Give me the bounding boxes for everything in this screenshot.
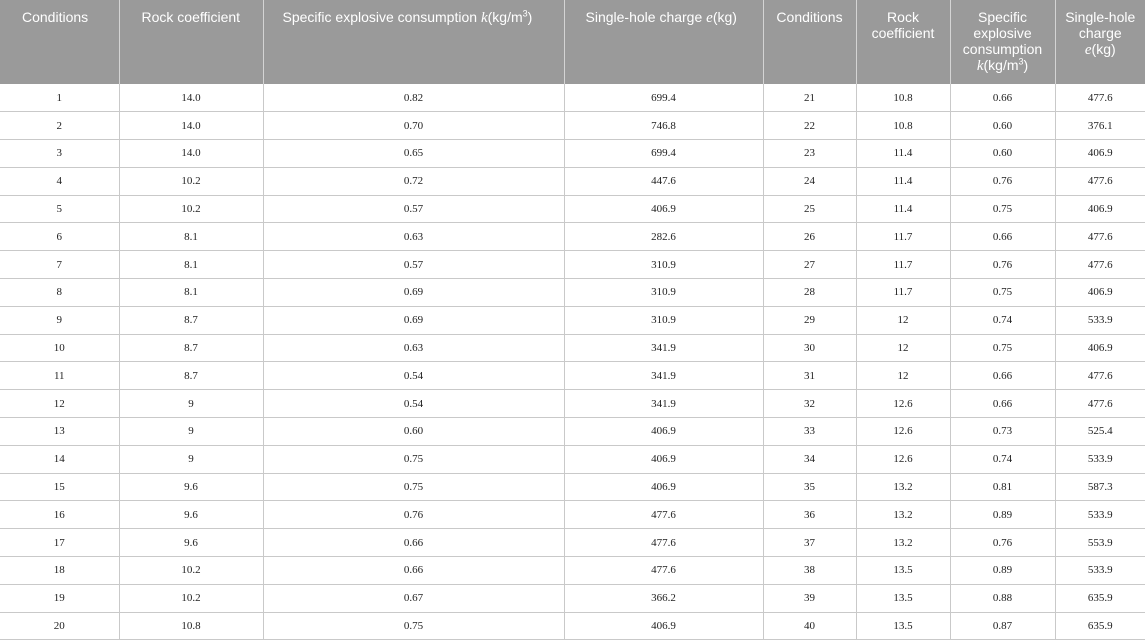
cell-condition-2: 27 bbox=[763, 251, 856, 279]
cell-specific-explosive-consumption-2: 0.88 bbox=[950, 584, 1055, 612]
header-rock-coefficient-2: Rock coefficient bbox=[856, 0, 950, 84]
cell-rock-coefficient: 14.0 bbox=[119, 84, 263, 112]
table-row bbox=[0, 584, 1145, 612]
cell-rock-coefficient-2: 11.7 bbox=[856, 223, 950, 251]
table-row bbox=[0, 334, 1145, 362]
cell-specific-explosive-consumption-2: 0.76 bbox=[950, 251, 1055, 279]
cell-single-hole-charge-2: 477.6 bbox=[1055, 167, 1145, 195]
header-conditions-2: Conditions bbox=[763, 0, 856, 84]
table-row bbox=[0, 195, 1145, 223]
cell-single-hole-charge-2: 406.9 bbox=[1055, 279, 1145, 307]
header-specific-explosive-consumption: Specific explosive consumption $k(kg/m^3)$ bbox=[263, 0, 564, 84]
cell-single-hole-charge-2: 533.9 bbox=[1055, 445, 1145, 473]
table-row bbox=[0, 501, 1145, 529]
cell-single-hole-charge: 406.9 bbox=[564, 418, 763, 446]
table-row bbox=[0, 306, 1145, 334]
cell-specific-explosive-consumption: 0.66 bbox=[263, 557, 564, 585]
cell-specific-explosive-consumption-2: 0.73 bbox=[950, 418, 1055, 446]
cell-specific-explosive-consumption: 0.66 bbox=[263, 529, 564, 557]
cell-specific-explosive-consumption-2: 0.75 bbox=[950, 279, 1055, 307]
cell-single-hole-charge: 282.6 bbox=[564, 223, 763, 251]
cell-rock-coefficient-2: 13.2 bbox=[856, 529, 950, 557]
table-row bbox=[0, 362, 1145, 390]
cell-condition-2: 25 bbox=[763, 195, 856, 223]
cell-single-hole-charge-2: 406.9 bbox=[1055, 334, 1145, 362]
cell-specific-explosive-consumption: 0.63 bbox=[263, 223, 564, 251]
cell-condition-2: 32 bbox=[763, 390, 856, 418]
cell-rock-coefficient-2: 11.4 bbox=[856, 140, 950, 168]
cell-rock-coefficient: 10.8 bbox=[119, 612, 263, 640]
cell-condition-2: 23 bbox=[763, 140, 856, 168]
cell-single-hole-charge: 477.6 bbox=[564, 501, 763, 529]
cell-condition: 1 bbox=[0, 84, 119, 112]
cell-rock-coefficient-2: 11.7 bbox=[856, 279, 950, 307]
cell-specific-explosive-consumption: 0.75 bbox=[263, 473, 564, 501]
cell-single-hole-charge-2: 525.4 bbox=[1055, 418, 1145, 446]
cell-rock-coefficient: 9 bbox=[119, 445, 263, 473]
cell-condition: 18 bbox=[0, 557, 119, 585]
cell-rock-coefficient: 8.7 bbox=[119, 362, 263, 390]
table-row bbox=[0, 390, 1145, 418]
cell-specific-explosive-consumption-2: 0.66 bbox=[950, 362, 1055, 390]
cell-condition-2: 33 bbox=[763, 418, 856, 446]
cell-rock-coefficient-2: 13.2 bbox=[856, 501, 950, 529]
table-row bbox=[0, 612, 1145, 640]
cell-specific-explosive-consumption: 0.70 bbox=[263, 112, 564, 140]
cell-single-hole-charge: 341.9 bbox=[564, 390, 763, 418]
cell-condition: 19 bbox=[0, 584, 119, 612]
cell-rock-coefficient-2: 10.8 bbox=[856, 84, 950, 112]
cell-single-hole-charge-2: 635.9 bbox=[1055, 584, 1145, 612]
cell-single-hole-charge-2: 406.9 bbox=[1055, 140, 1145, 168]
cell-single-hole-charge-2: 477.6 bbox=[1055, 390, 1145, 418]
cell-condition: 17 bbox=[0, 529, 119, 557]
cell-specific-explosive-consumption: 0.67 bbox=[263, 584, 564, 612]
table-row bbox=[0, 473, 1145, 501]
cell-specific-explosive-consumption-2: 0.60 bbox=[950, 112, 1055, 140]
cell-condition: 6 bbox=[0, 223, 119, 251]
cell-single-hole-charge: 341.9 bbox=[564, 334, 763, 362]
cell-single-hole-charge-2: 635.9 bbox=[1055, 612, 1145, 640]
table-row bbox=[0, 557, 1145, 585]
cell-condition-2: 35 bbox=[763, 473, 856, 501]
cell-condition-2: 29 bbox=[763, 306, 856, 334]
cell-rock-coefficient: 9 bbox=[119, 418, 263, 446]
cell-specific-explosive-consumption: 0.75 bbox=[263, 612, 564, 640]
table-row bbox=[0, 84, 1145, 112]
cell-specific-explosive-consumption-2: 0.66 bbox=[950, 84, 1055, 112]
cell-specific-explosive-consumption-2: 0.66 bbox=[950, 390, 1055, 418]
cell-condition-2: 39 bbox=[763, 584, 856, 612]
cell-rock-coefficient: 9.6 bbox=[119, 501, 263, 529]
cell-single-hole-charge: 406.9 bbox=[564, 473, 763, 501]
cell-rock-coefficient-2: 12.6 bbox=[856, 390, 950, 418]
table-body bbox=[0, 84, 1145, 640]
cell-condition-2: 22 bbox=[763, 112, 856, 140]
cell-single-hole-charge-2: 376.1 bbox=[1055, 112, 1145, 140]
cell-single-hole-charge: 477.6 bbox=[564, 529, 763, 557]
cell-condition: 2 bbox=[0, 112, 119, 140]
cell-condition: 16 bbox=[0, 501, 119, 529]
cell-single-hole-charge: 406.9 bbox=[564, 195, 763, 223]
cell-single-hole-charge: 310.9 bbox=[564, 306, 763, 334]
cell-specific-explosive-consumption: 0.57 bbox=[263, 251, 564, 279]
cell-specific-explosive-consumption-2: 0.76 bbox=[950, 529, 1055, 557]
table-row bbox=[0, 251, 1145, 279]
cell-rock-coefficient: 10.2 bbox=[119, 557, 263, 585]
header-specific-explosive-consumption-2: Specific explosive consumption $k(kg/m^3)$ bbox=[950, 0, 1055, 84]
cell-rock-coefficient: 9 bbox=[119, 390, 263, 418]
cell-condition-2: 30 bbox=[763, 334, 856, 362]
cell-rock-coefficient-2: 12 bbox=[856, 334, 950, 362]
cell-single-hole-charge: 341.9 bbox=[564, 362, 763, 390]
cell-rock-coefficient-2: 12.6 bbox=[856, 445, 950, 473]
cell-rock-coefficient-2: 13.2 bbox=[856, 473, 950, 501]
cell-specific-explosive-consumption: 0.82 bbox=[263, 84, 564, 112]
cell-specific-explosive-consumption-2: 0.60 bbox=[950, 140, 1055, 168]
header-single-hole-charge-2: Single-hole charge e(kg) bbox=[1055, 0, 1145, 84]
table-row bbox=[0, 279, 1145, 307]
header-row bbox=[0, 0, 1145, 84]
cell-rock-coefficient: 8.1 bbox=[119, 279, 263, 307]
cell-single-hole-charge: 366.2 bbox=[564, 584, 763, 612]
cell-rock-coefficient-2: 12 bbox=[856, 362, 950, 390]
cell-rock-coefficient: 9.6 bbox=[119, 473, 263, 501]
cell-specific-explosive-consumption: 0.75 bbox=[263, 445, 564, 473]
cell-condition: 3 bbox=[0, 140, 119, 168]
cell-rock-coefficient: 10.2 bbox=[119, 584, 263, 612]
cell-single-hole-charge-2: 406.9 bbox=[1055, 195, 1145, 223]
cell-condition: 4 bbox=[0, 167, 119, 195]
cell-condition-2: 31 bbox=[763, 362, 856, 390]
cell-rock-coefficient-2: 11.4 bbox=[856, 195, 950, 223]
cell-condition-2: 28 bbox=[763, 279, 856, 307]
cell-condition-2: 34 bbox=[763, 445, 856, 473]
cell-rock-coefficient-2: 11.7 bbox=[856, 251, 950, 279]
cell-rock-coefficient: 10.2 bbox=[119, 195, 263, 223]
cell-single-hole-charge-2: 533.9 bbox=[1055, 557, 1145, 585]
cell-specific-explosive-consumption: 0.54 bbox=[263, 362, 564, 390]
cell-specific-explosive-consumption: 0.63 bbox=[263, 334, 564, 362]
cell-single-hole-charge-2: 587.3 bbox=[1055, 473, 1145, 501]
cell-single-hole-charge-2: 477.6 bbox=[1055, 223, 1145, 251]
cell-rock-coefficient: 8.1 bbox=[119, 251, 263, 279]
cell-condition-2: 21 bbox=[763, 84, 856, 112]
cell-condition: 11 bbox=[0, 362, 119, 390]
cell-specific-explosive-consumption: 0.69 bbox=[263, 279, 564, 307]
cell-single-hole-charge: 746.8 bbox=[564, 112, 763, 140]
cell-single-hole-charge-2: 477.6 bbox=[1055, 362, 1145, 390]
cell-single-hole-charge-2: 553.9 bbox=[1055, 529, 1145, 557]
cell-rock-coefficient: 9.6 bbox=[119, 529, 263, 557]
cell-rock-coefficient-2: 10.8 bbox=[856, 112, 950, 140]
cell-condition: 5 bbox=[0, 195, 119, 223]
cell-condition: 8 bbox=[0, 279, 119, 307]
cell-rock-coefficient-2: 13.5 bbox=[856, 584, 950, 612]
cell-specific-explosive-consumption-2: 0.87 bbox=[950, 612, 1055, 640]
cell-specific-explosive-consumption: 0.69 bbox=[263, 306, 564, 334]
cell-condition-2: 26 bbox=[763, 223, 856, 251]
table-row bbox=[0, 529, 1145, 557]
cell-rock-coefficient-2: 13.5 bbox=[856, 557, 950, 585]
cell-specific-explosive-consumption: 0.72 bbox=[263, 167, 564, 195]
cell-single-hole-charge: 699.4 bbox=[564, 84, 763, 112]
cell-specific-explosive-consumption: 0.65 bbox=[263, 140, 564, 168]
cell-rock-coefficient: 8.7 bbox=[119, 306, 263, 334]
cell-condition: 14 bbox=[0, 445, 119, 473]
cell-rock-coefficient: 10.2 bbox=[119, 167, 263, 195]
cell-specific-explosive-consumption-2: 0.81 bbox=[950, 473, 1055, 501]
cell-condition-2: 36 bbox=[763, 501, 856, 529]
cell-condition: 12 bbox=[0, 390, 119, 418]
cell-specific-explosive-consumption-2: 0.66 bbox=[950, 223, 1055, 251]
cell-single-hole-charge-2: 533.9 bbox=[1055, 501, 1145, 529]
table-row bbox=[0, 112, 1145, 140]
cell-single-hole-charge: 406.9 bbox=[564, 445, 763, 473]
cell-single-hole-charge: 310.9 bbox=[564, 251, 763, 279]
header-single-hole-charge: Single-hole charge e(kg) bbox=[564, 0, 763, 84]
cell-condition: 13 bbox=[0, 418, 119, 446]
cell-specific-explosive-consumption-2: 0.75 bbox=[950, 195, 1055, 223]
cell-rock-coefficient-2: 12.6 bbox=[856, 418, 950, 446]
cell-specific-explosive-consumption: 0.57 bbox=[263, 195, 564, 223]
cell-rock-coefficient: 14.0 bbox=[119, 140, 263, 168]
cell-rock-coefficient-2: 13.5 bbox=[856, 612, 950, 640]
cell-specific-explosive-consumption: 0.54 bbox=[263, 390, 564, 418]
cell-single-hole-charge: 477.6 bbox=[564, 557, 763, 585]
cell-single-hole-charge: 447.6 bbox=[564, 167, 763, 195]
cell-rock-coefficient-2: 11.4 bbox=[856, 167, 950, 195]
table-row bbox=[0, 223, 1145, 251]
cell-condition-2: 37 bbox=[763, 529, 856, 557]
cell-condition: 10 bbox=[0, 334, 119, 362]
cell-specific-explosive-consumption-2: 0.89 bbox=[950, 501, 1055, 529]
cell-condition: 7 bbox=[0, 251, 119, 279]
table-row bbox=[0, 140, 1145, 168]
cell-rock-coefficient: 8.1 bbox=[119, 223, 263, 251]
table-row bbox=[0, 167, 1145, 195]
cell-condition-2: 38 bbox=[763, 557, 856, 585]
cell-specific-explosive-consumption-2: 0.74 bbox=[950, 306, 1055, 334]
cell-single-hole-charge: 699.4 bbox=[564, 140, 763, 168]
header-conditions: Conditions bbox=[0, 0, 119, 84]
table-row bbox=[0, 418, 1145, 446]
cell-rock-coefficient: 14.0 bbox=[119, 112, 263, 140]
cell-single-hole-charge-2: 477.6 bbox=[1055, 84, 1145, 112]
cell-single-hole-charge: 406.9 bbox=[564, 612, 763, 640]
cell-single-hole-charge: 310.9 bbox=[564, 279, 763, 307]
cell-specific-explosive-consumption: 0.76 bbox=[263, 501, 564, 529]
table-header bbox=[0, 0, 1145, 84]
cell-specific-explosive-consumption-2: 0.75 bbox=[950, 334, 1055, 362]
cell-rock-coefficient: 8.7 bbox=[119, 334, 263, 362]
cell-condition-2: 24 bbox=[763, 167, 856, 195]
cell-condition: 20 bbox=[0, 612, 119, 640]
header-rock-coefficient: Rock coefficient bbox=[119, 0, 263, 84]
cell-single-hole-charge-2: 477.6 bbox=[1055, 251, 1145, 279]
cell-single-hole-charge-2: 533.9 bbox=[1055, 306, 1145, 334]
cell-condition: 9 bbox=[0, 306, 119, 334]
table-row bbox=[0, 445, 1145, 473]
cell-condition-2: 40 bbox=[763, 612, 856, 640]
cell-specific-explosive-consumption-2: 0.89 bbox=[950, 557, 1055, 585]
cell-rock-coefficient-2: 12 bbox=[856, 306, 950, 334]
cell-specific-explosive-consumption-2: 0.76 bbox=[950, 167, 1055, 195]
cell-condition: 15 bbox=[0, 473, 119, 501]
cell-specific-explosive-consumption-2: 0.74 bbox=[950, 445, 1055, 473]
cell-specific-explosive-consumption: 0.60 bbox=[263, 418, 564, 446]
